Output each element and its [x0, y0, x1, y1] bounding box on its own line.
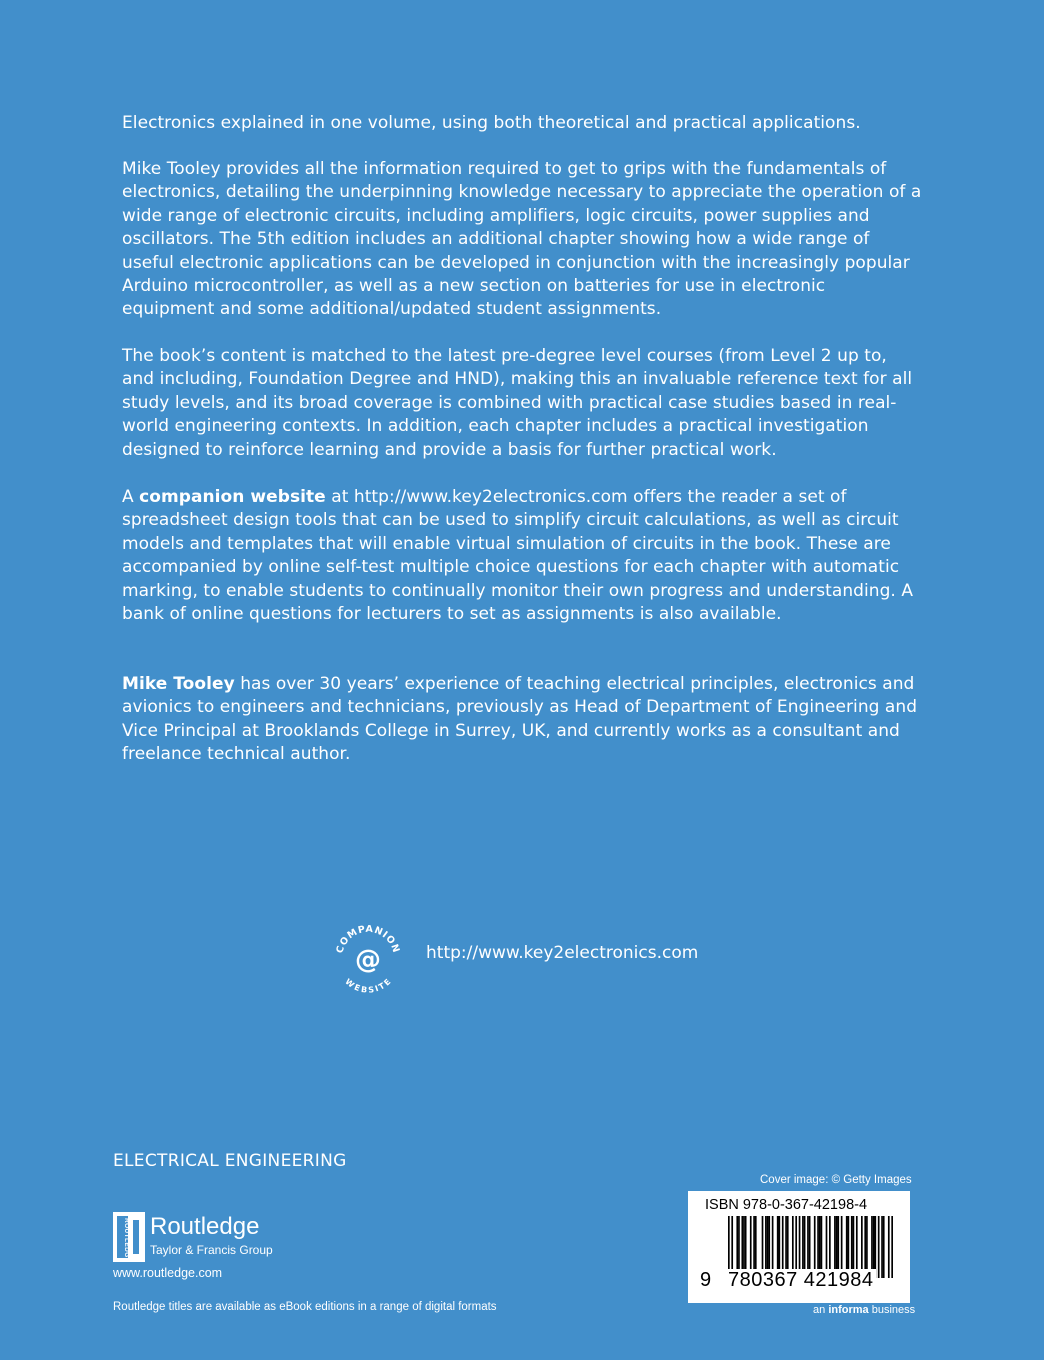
- barcode-digits: 780367 421984: [728, 1269, 874, 1291]
- informa-brand: informa: [828, 1304, 869, 1316]
- content-paragraph: The book’s content is matched to the latest pre-degree level courses (from Level 2 up to, and including, Foundation Degree and HND), making this an invaluable reference text for all study levels, and its broad coverage is combined with practical case studies based in real-world engineering contexts. In addition, each chapter includes a practical investigation designed to reinforce learning and provide a basis for further practical work.: [122, 346, 913, 460]
- barcode-lead-digit: 9: [700, 1269, 712, 1291]
- barcode-bar: [878, 1216, 880, 1278]
- isbn-label: ISBN 978-0-367-42198-4: [705, 1197, 868, 1213]
- description-paragraph: Mike Tooley provides all the information required to get to grips with the fundamentals of electronics, detailing the underpinning knowledge necessary to appreciate the operation of a wide range of electronic circuits, including amplifiers, logic circuits, power supplies and oscillators. The 5th edition includes an additional chapter showing how a wide range of useful electronic applications can be developed in conjunction with the increasingly popular Arduino microcontroller, as well as a new section on batteries for use in electronic equipment and some additional/updated student assignments.: [122, 159, 922, 320]
- informa-suffix: business: [871, 1304, 916, 1316]
- companion-url[interactable]: http://www.key2electronics.com: [426, 943, 699, 963]
- website-bold: companion website: [139, 487, 326, 507]
- companion-logo-bottom-text: WEBSITE: [343, 976, 393, 995]
- publisher-name: Routledge: [150, 1213, 260, 1240]
- website-paragraph: [122, 486, 922, 626]
- author-bio: has over 30 years’ experience of teaching electrical principles, electronics and avionics to engineers and technicians, previously as Head of Department of Engineering and Vice Principal at Brooklands College in Surrey, UK, and currently works as a consultant and freelance technical author.: [122, 674, 918, 765]
- informa-prefix: an: [813, 1304, 826, 1316]
- barcode-bar: [881, 1216, 883, 1278]
- companion-logo-top-text: COMPANION: [334, 923, 402, 955]
- intro-paragraph: Electronics explained in one volume, using both theoretical and practical applications.: [122, 113, 861, 133]
- companion-website-icon: [328, 918, 408, 998]
- ebook-note: Routledge titles are available as eBook editions in a range of digital formats: [113, 1301, 497, 1313]
- routledge-logo-icon: [113, 1212, 145, 1262]
- website-rest: at http://www.key2electronics.com offers the reader a set of spreadsheet design tools that can be used to simplify circuit calculations, as well as circuit models and templates that will enable virtual simulation of circuits in the book. These are accompanied by online self-test multiple choice questions for each chapter with automatic marking, to enable students to continually monitor their own progress and understanding. A bank of online questions for lecturers to set as assignments is also available.: [122, 487, 914, 625]
- publisher-group: Taylor & Francis Group: [150, 1243, 273, 1257]
- isbn-barcode-box: [688, 1191, 910, 1303]
- barcode-bar: [883, 1216, 885, 1278]
- informa-business-label: [813, 1304, 915, 1316]
- routledge-logo-text: ROUTLEDGE: [123, 1218, 130, 1262]
- cover-credit: Cover image: © Getty Images: [760, 1174, 912, 1186]
- website-prefix: A: [122, 487, 134, 507]
- companion-logo-symbol: @: [355, 945, 381, 975]
- barcode-bar: [888, 1216, 890, 1278]
- barcode-bar: [891, 1216, 893, 1278]
- publisher-website[interactable]: www.routledge.com: [113, 1266, 223, 1280]
- author-name: Mike Tooley: [122, 674, 235, 694]
- author-paragraph: [122, 673, 922, 767]
- category-label: ELECTRICAL ENGINEERING: [113, 1151, 347, 1171]
- svg-text:WEBSITE: [343, 977, 392, 995]
